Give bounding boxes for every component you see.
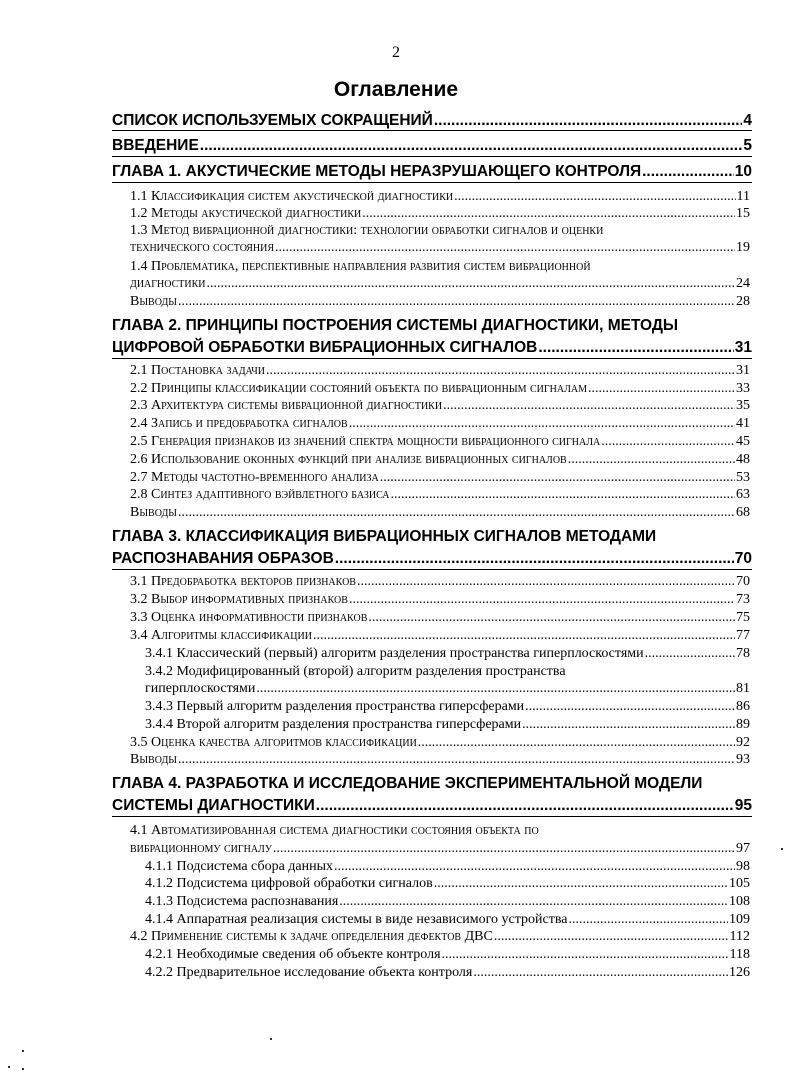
toc-page-number: 93 (736, 752, 750, 767)
dot-leader (569, 912, 728, 928)
toc-page-number: 73 (736, 592, 750, 607)
dot-leader (178, 505, 735, 521)
toc-entry-title: 4.1.3 Подсистема распознавания (145, 894, 339, 909)
toc-page-number: 109 (729, 912, 750, 927)
toc-page-number: 35 (736, 398, 750, 413)
dot-leader (454, 189, 735, 205)
toc-entry-title: 4.1.2 Подсистема цифровой обработки сигналов (145, 876, 433, 891)
toc-section-entry[interactable] (130, 929, 750, 945)
toc-entry-title: 3.4 Алгоритмы классификации (130, 628, 312, 643)
toc-entry-title: 1.1 Классификация систем акустической диагностики (130, 189, 454, 204)
toc-entry-title: 4.2 Применение системы к задаче определения дефектов ДВС (130, 929, 493, 944)
toc-page-number: 24 (736, 276, 750, 291)
toc-subsection-entry[interactable] (145, 894, 750, 910)
toc-entry-title-line: 3.4.2 Модифицированный (второй) алгоритм разделения пространства (145, 664, 566, 679)
toc-entry-title: вибрационному сигналу (130, 841, 272, 856)
toc-entry-title: СИСТЕМЫ ДИАГНОСТИКИ (112, 797, 315, 814)
toc-page-number: 112 (729, 929, 750, 944)
toc-entry-title: 3.5 Оценка качества алгоритмов классификации (130, 735, 417, 750)
scan-speck (22, 1050, 24, 1052)
toc-entry-title: 4.1.4 Аппаратная реализация системы в виде независимого устройства (145, 912, 568, 927)
toc-section-entry[interactable] (130, 841, 750, 857)
toc-page-number: 95 (734, 797, 752, 814)
toc-page-number: 86 (736, 699, 750, 714)
dot-leader (391, 487, 736, 503)
toc-page-number: 105 (729, 876, 750, 891)
dot-leader (642, 163, 734, 181)
toc-section-entry[interactable] (130, 574, 750, 590)
toc-section-entry[interactable] (130, 505, 750, 521)
toc-section-entry[interactable] (130, 189, 750, 205)
toc-entry-title: ГЛАВА 1. АКУСТИЧЕСКИЕ МЕТОДЫ НЕРАЗРУШАЮЩЕГО КОНТРОЛЯ (112, 163, 642, 180)
toc-entry-title: ЦИФРОВОЙ ОБРАБОТКИ ВИБРАЦИОННЫХ СИГНАЛОВ (112, 339, 538, 356)
toc-page-number: 126 (729, 965, 750, 980)
toc-entry-title: 2.2 Принципы классификации состояний объекта по вибрационным сигналам (130, 381, 587, 396)
toc-page-number: 77 (736, 628, 750, 643)
scan-speck (781, 848, 783, 850)
dot-leader (434, 112, 743, 130)
toc-page-number: 41 (736, 416, 750, 431)
toc-entry-title-line: 4.1 Автоматизированная система диагностики состояния объекта по (130, 823, 539, 838)
toc-section-entry[interactable] (130, 452, 750, 468)
toc-section-entry[interactable] (130, 240, 750, 256)
toc-section-entry[interactable] (130, 434, 750, 450)
toc-page-number: 28 (736, 294, 750, 309)
toc-entry-title: 2.8 Синтез адаптивного вэйвлетного базиса (130, 487, 390, 502)
toc-subsection-entry[interactable] (145, 876, 750, 892)
toc-page-number: 53 (736, 470, 750, 485)
toc-page-number: 70 (734, 550, 752, 567)
toc-page-number: 108 (729, 894, 750, 909)
toc-subsection-entry[interactable] (145, 947, 750, 963)
toc-page-number: 78 (736, 646, 750, 661)
toc-section-entry[interactable] (130, 363, 750, 379)
toc-page-number: 11 (736, 189, 750, 204)
toc-section-entry[interactable] (130, 294, 750, 310)
toc-entry-title-line: ГЛАВА 4. РАЗРАБОТКА И ИССЛЕДОВАНИЕ ЭКСПЕРИМЕНТАЛЬНОЙ МОДЕЛИ (112, 775, 703, 792)
dot-leader (494, 929, 729, 945)
toc-entry-title: РАСПОЗНАВАНИЯ ОБРАЗОВ (112, 550, 334, 567)
toc-entry-title: 3.4.3 Первый алгоритм разделения пространства гиперсферами (145, 699, 525, 714)
toc-chapter-entry[interactable] (112, 163, 752, 181)
toc-page-number: 31 (734, 339, 752, 356)
toc-subsection-entry[interactable] (145, 965, 750, 981)
chapter-divider (112, 569, 752, 570)
toc-section-entry[interactable] (130, 735, 750, 751)
toc-chapter-entry[interactable] (112, 550, 752, 568)
dot-leader (538, 339, 733, 357)
toc-entry-title-line: 1.4 Проблематика, перспективные направления развития систем вибрационной (130, 259, 591, 274)
toc-page-number: 4 (743, 112, 752, 129)
dot-leader (275, 240, 735, 256)
toc-page-number: 33 (736, 381, 750, 396)
toc-title: Оглавление (333, 78, 459, 101)
dot-leader (645, 646, 735, 662)
scan-speck (8, 1066, 10, 1068)
dot-leader (443, 398, 735, 414)
page-number: 2 (392, 44, 400, 61)
dot-leader (568, 452, 735, 468)
toc-entry-title: СПИСОК ИСПОЛЬЗУЕМЫХ СОКРАЩЕНИЙ (112, 112, 433, 129)
toc-entry-title-line: 1.3 Метод вибрационной диагностики: технологии обработки сигналов и оценки (130, 223, 604, 238)
toc-page-number: 92 (736, 735, 750, 750)
dot-leader (418, 735, 735, 751)
toc-section-entry[interactable] (130, 206, 750, 222)
dot-leader (368, 610, 735, 626)
toc-entry-title: 2.6 Использование оконных функций при анализе вибрационных сигналов (130, 452, 567, 467)
toc-entry-title: Выводы (130, 294, 177, 309)
toc-entry-title-line: ГЛАВА 2. ПРИНЦИПЫ ПОСТРОЕНИЯ СИСТЕМЫ ДИАГНОСТИКИ, МЕТОДЫ (112, 317, 679, 334)
toc-section-entry[interactable] (130, 398, 750, 414)
toc-entry-title: ВВЕДЕНИЕ (112, 137, 199, 154)
toc-entry-title: технического состояния (130, 240, 275, 255)
toc-entry-title: 3.3 Оценка информативности признаков (130, 610, 368, 625)
toc-entry-title: 3.4.1 Классический (первый) алгоритм разделения пространства гиперплоскостями (145, 646, 644, 661)
dot-leader (313, 628, 735, 644)
toc-entry-title: гиперплоскостями (145, 681, 256, 696)
dot-leader (178, 294, 735, 310)
toc-subsection-entry[interactable] (145, 699, 750, 715)
toc-section-entry[interactable] (130, 752, 750, 768)
toc-page-number: 118 (729, 947, 750, 962)
toc-chapter-entry[interactable] (112, 339, 752, 357)
toc-section-entry[interactable] (130, 276, 750, 292)
toc-entry-title: Выводы (130, 752, 177, 767)
toc-page-number: 5 (743, 137, 752, 154)
dot-leader (601, 434, 735, 450)
scan-speck (22, 1068, 24, 1070)
dot-leader (588, 381, 735, 397)
toc-page-number: 70 (736, 574, 750, 589)
toc-page-number: 19 (736, 240, 750, 255)
dot-leader (442, 947, 729, 963)
toc-entry-title: диагностики (130, 276, 206, 291)
dot-leader (207, 276, 735, 292)
toc-entry-title: 2.1 Постановка задачи (130, 363, 265, 378)
chapter-divider (112, 816, 752, 817)
toc-page-number: 75 (736, 610, 750, 625)
toc-page-number: 63 (736, 487, 750, 502)
toc-entry-title-line: ГЛАВА 3. КЛАССИФИКАЦИЯ ВИБРАЦИОННЫХ СИГНАЛОВ МЕТОДАМИ (112, 528, 657, 545)
toc-page-number: 98 (736, 859, 750, 874)
dot-leader (362, 206, 735, 222)
toc-entry-title: 1.2 Методы акустической диагностики (130, 206, 362, 221)
dot-leader (339, 894, 728, 910)
toc-entry-title: 2.4 Запись и предобработка сигналов (130, 416, 348, 431)
toc-chapter-entry[interactable] (112, 112, 752, 130)
toc-chapter-entry[interactable] (112, 137, 752, 155)
toc-entry-title: 3.2 Выбор информативных признаков (130, 592, 348, 607)
toc-subsection-entry[interactable] (145, 912, 750, 928)
dot-leader (525, 699, 735, 715)
dot-leader (349, 416, 735, 432)
chapter-divider (112, 156, 752, 157)
chapter-divider (112, 130, 752, 131)
toc-section-entry[interactable] (130, 628, 750, 644)
toc-section-entry[interactable] (130, 416, 750, 432)
dot-leader (380, 470, 735, 486)
dot-leader (200, 137, 743, 155)
toc-entry-title: 2.5 Генерация признаков из значений спектра мощности вибрационного сигнала (130, 434, 601, 449)
toc-entry-title: 3.4.4 Второй алгоритм разделения пространства гиперсферами (145, 717, 522, 732)
toc-page-number: 68 (736, 505, 750, 520)
dot-leader (266, 363, 735, 379)
dot-leader (316, 797, 734, 815)
toc-entry-title: 4.2.2 Предварительное исследование объекта контроля (145, 965, 473, 980)
scan-speck (270, 1038, 272, 1040)
dot-leader (335, 550, 734, 568)
chapter-divider (112, 182, 752, 183)
toc-entry-title: 4.2.1 Необходимые сведения об объекте контроля (145, 947, 441, 962)
toc-entry-title: 3.1 Предобработка векторов признаков (130, 574, 356, 589)
toc-page-number: 48 (736, 452, 750, 467)
dot-leader (334, 859, 735, 875)
toc-entry-title: 4.1.1 Подсистема сбора данных (145, 859, 334, 874)
toc-entry-title: 2.3 Архитектура системы вибрационной диагностики (130, 398, 443, 413)
dot-leader (473, 965, 728, 981)
toc-page-number: 10 (734, 163, 752, 180)
toc-entry-title: 2.7 Методы частотно-временного анализа (130, 470, 379, 485)
toc-section-entry[interactable] (130, 381, 750, 397)
dot-leader (178, 752, 735, 768)
chapter-divider (112, 358, 752, 359)
toc-section-entry[interactable] (130, 487, 750, 503)
toc-page-number: 97 (736, 841, 750, 856)
toc-section-entry[interactable] (130, 592, 750, 608)
dot-leader (357, 574, 735, 590)
toc-subsection-entry[interactable] (145, 717, 750, 733)
toc-section-entry[interactable] (130, 470, 750, 486)
toc-subsection-entry[interactable] (145, 681, 750, 697)
dot-leader (349, 592, 735, 608)
dot-leader (522, 717, 735, 733)
dot-leader (434, 876, 728, 892)
toc-chapter-entry[interactable] (112, 797, 752, 815)
toc-page-number: 81 (736, 681, 750, 696)
dot-leader (256, 681, 735, 697)
toc-subsection-entry[interactable] (145, 859, 750, 875)
toc-page-number: 15 (736, 206, 750, 221)
toc-subsection-entry[interactable] (145, 646, 750, 662)
toc-page-number: 31 (736, 363, 750, 378)
toc-page-number: 89 (736, 717, 750, 732)
toc-page-number: 45 (736, 434, 750, 449)
toc-entry-title: Выводы (130, 505, 177, 520)
dot-leader (273, 841, 735, 857)
toc-section-entry[interactable] (130, 610, 750, 626)
